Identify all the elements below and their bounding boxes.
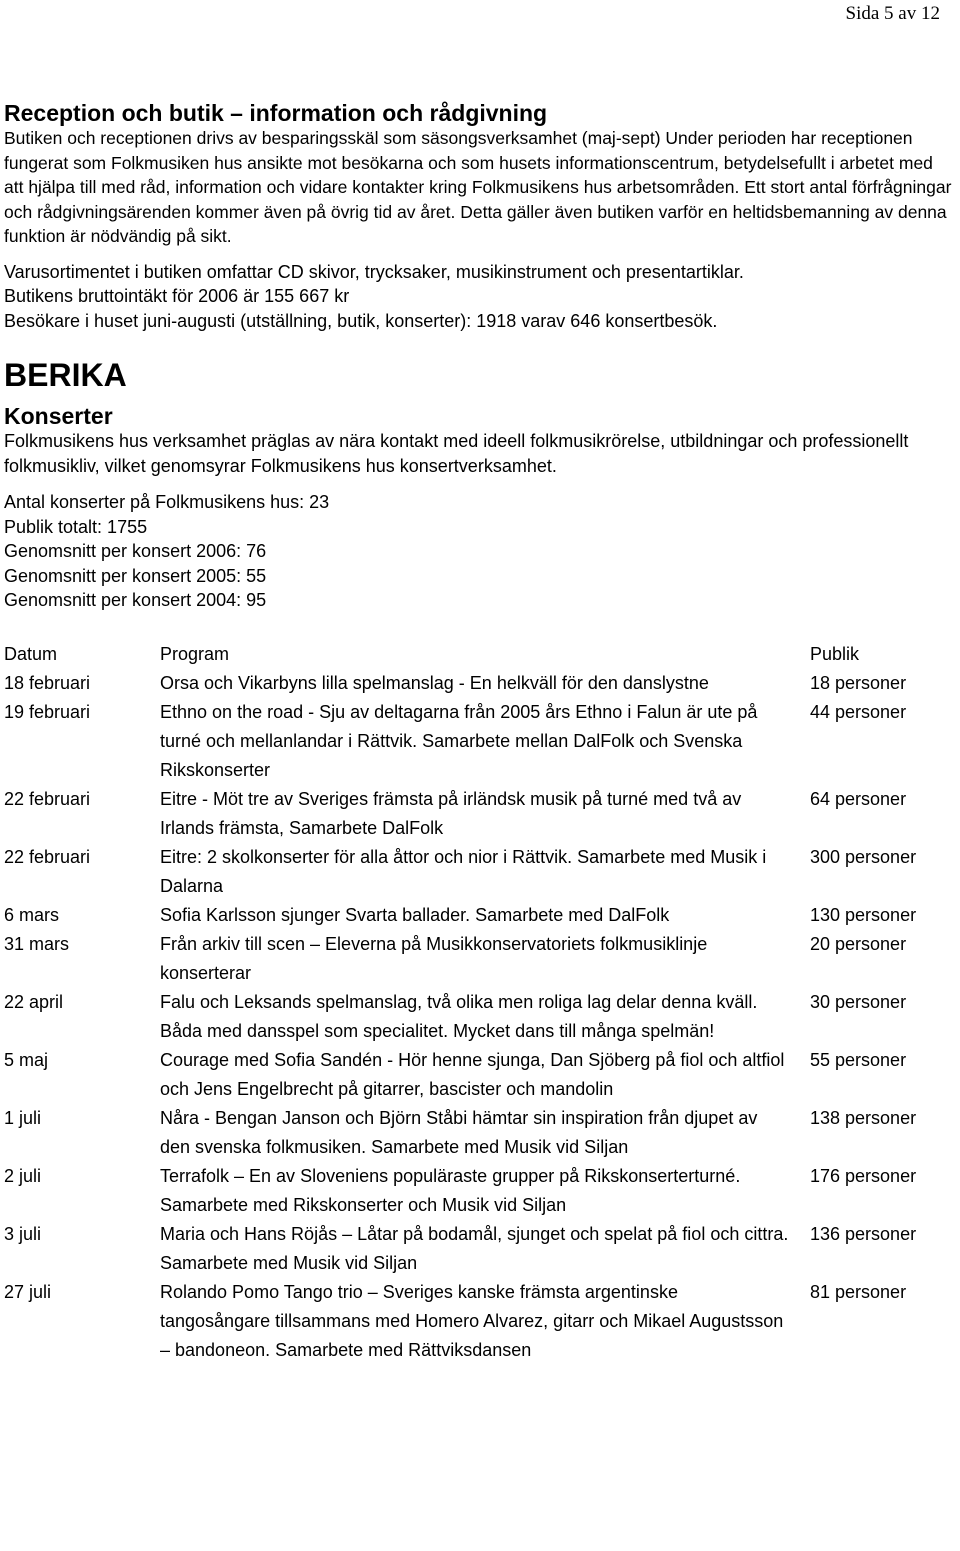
row-program: Falu och Leksands spelmanslag, två olika men roliga lag delar denna kväll. Båda med dansspel som specialitet. Mycket dans till många spelmän! xyxy=(160,991,758,1041)
table-row xyxy=(4,843,954,901)
reception-line-visitors: Besökare i huset juni-augusti (utställning, butik, konserter): 1918 varav 646 konsertbesök. xyxy=(4,310,718,331)
row-audience: 64 personer xyxy=(810,788,907,809)
header-program: Program xyxy=(160,643,230,664)
row-date: 2 juli xyxy=(4,1165,42,1186)
row-program: Ethno on the road - Sju av deltagarna från 2005 års Ethno i Falun är ute på turné och mellanlandar i Rättvik. Samarbete mellan DalFolk och Svenska Rikskonserter xyxy=(160,701,758,780)
reception-paragraph: Butiken och receptionen drivs av besparingsskäl som säsongsverksamhet (maj-sept) Under perioden har receptionen fungerat som Folkmusiken hus ansikte mot besökarna och som husets informationscentrum, betydelsefullt i arbetet med att hjälpa till med råd, information och vidare kontakter kring Folkmusikens hus arbetsområden. Ett stort antal förfrågningar och rådgivningsärenden kommer även på övrig tid av året. Detta gäller även butiken varför en heltidsbemanning av denna funktion är nödvändig på sikt. xyxy=(4,128,952,246)
table-header-row xyxy=(4,640,954,669)
row-date: 1 juli xyxy=(4,1107,42,1128)
concert-stats xyxy=(4,490,954,613)
row-date: 6 mars xyxy=(4,904,60,925)
stat-avg-2005: Genomsnitt per konsert 2005: 55 xyxy=(4,565,267,586)
row-program: Maria och Hans Röjås – Låtar på bodamål, sjunget och spelat på fiol och cittra. Samarbete med Musik vid Siljan xyxy=(160,1223,789,1273)
row-program: Orsa och Vikarbyns lilla spelmanslag - En helkväll för den danslystne xyxy=(160,672,709,693)
stat-total-audience: Publik totalt: 1755 xyxy=(4,516,148,537)
reception-line-revenue: Butikens bruttointäkt för 2006 är 155 667 kr xyxy=(4,286,350,306)
row-date: 31 mars xyxy=(4,933,70,954)
concerts-table xyxy=(4,640,954,1365)
stat-count: Antal konserter på Folkmusikens hus: 23 xyxy=(4,492,330,512)
row-program: Eitre - Möt tre av Sveriges främsta på irländsk musik på turné med två av Irlands främsta, Samarbete DalFolk xyxy=(160,788,742,838)
stat-avg-2004: Genomsnitt per konsert 2004: 95 xyxy=(4,590,267,610)
row-audience: 136 personer xyxy=(810,1223,917,1244)
row-audience: 44 personer xyxy=(810,701,907,722)
table-row xyxy=(4,669,954,698)
row-program: Courage med Sofia Sandén - Hör henne sjunga, Dan Sjöberg på fiol och altfiol och Jens Engelbrecht på gitarrer, bascister och mandolin xyxy=(160,1049,785,1099)
row-program: Nåra - Bengan Janson och Björn Ståbi hämtar sin inspiration från djupet av den svenska folkmusiken. Samarbete med Musik vid Siljan xyxy=(160,1107,758,1157)
row-audience: 55 personer xyxy=(810,1049,907,1070)
reception-heading: Reception och butik – information och rådgivning xyxy=(4,100,548,126)
row-audience: 81 personer xyxy=(810,1281,907,1302)
row-program: Från arkiv till scen – Eleverna på Musikkonservatoriets folkmusiklinje konserterar xyxy=(160,933,708,983)
table-row xyxy=(4,785,954,843)
stat-avg-2006: Genomsnitt per konsert 2006: 76 xyxy=(4,541,267,561)
table-row xyxy=(4,901,954,930)
row-audience: 138 personer xyxy=(810,1107,917,1128)
row-audience: 20 personer xyxy=(810,933,907,954)
row-audience: 176 personer xyxy=(810,1165,917,1186)
row-date: 5 maj xyxy=(4,1049,49,1070)
table-row xyxy=(4,930,954,988)
table-row xyxy=(4,1104,954,1162)
row-date: 3 juli xyxy=(4,1223,42,1244)
row-audience: 18 personer xyxy=(810,672,907,693)
table-row xyxy=(4,988,954,1046)
row-program: Eitre: 2 skolkonserter för alla åttor och nior i Rättvik. Samarbete med Musik i Dalarna xyxy=(160,846,767,896)
table-row xyxy=(4,1278,954,1365)
row-date: 19 februari xyxy=(4,701,91,722)
row-date: 27 juli xyxy=(4,1281,52,1302)
table-row xyxy=(4,1046,954,1104)
reception-line-assortment: Varusortimentet i butiken omfattar CD skivor, trycksaker, musikinstrument och presentartiklar. xyxy=(4,261,744,282)
berika-heading: BERIKA xyxy=(4,357,127,393)
row-date: 18 februari xyxy=(4,672,91,693)
document-content xyxy=(4,100,954,1365)
row-program: Sofia Karlsson sjunger Svarta ballader. Samarbete med DalFolk xyxy=(160,904,670,925)
row-date: 22 februari xyxy=(4,846,91,867)
header-audience: Publik xyxy=(810,643,860,664)
row-date: 22 februari xyxy=(4,788,91,809)
row-audience: 300 personer xyxy=(810,846,917,867)
row-audience: 30 personer xyxy=(810,991,907,1012)
table-row xyxy=(4,1162,954,1220)
header-date: Datum xyxy=(4,643,58,664)
page-number: Sida 5 av 12 xyxy=(845,3,940,24)
table-row xyxy=(4,698,954,785)
row-program: Rolando Pomo Tango trio – Sveriges kanske främsta argentinske tangosångare tillsammans med Homero Alvarez, gitarr och Mikael Augustsson – bandoneon. Samarbete med Rättviksdansen xyxy=(160,1281,784,1360)
concerts-subheading: Konserter xyxy=(4,403,113,429)
row-program: Terrafolk – En av Sloveniens populäraste grupper på Rikskonserterturné. Samarbete med Rikskonserter och Musik vid Siljan xyxy=(160,1165,741,1215)
concerts-intro: Folkmusikens hus verksamhet präglas av nära kontakt med ideell folkmusikrörelse, utbildningar och professionellt folkmusikliv, vilket genomsyrar Folkmusikens hus konsertverksamhet. xyxy=(4,431,909,476)
table-row xyxy=(4,1220,954,1278)
row-date: 22 april xyxy=(4,991,64,1012)
row-audience: 130 personer xyxy=(810,904,917,925)
